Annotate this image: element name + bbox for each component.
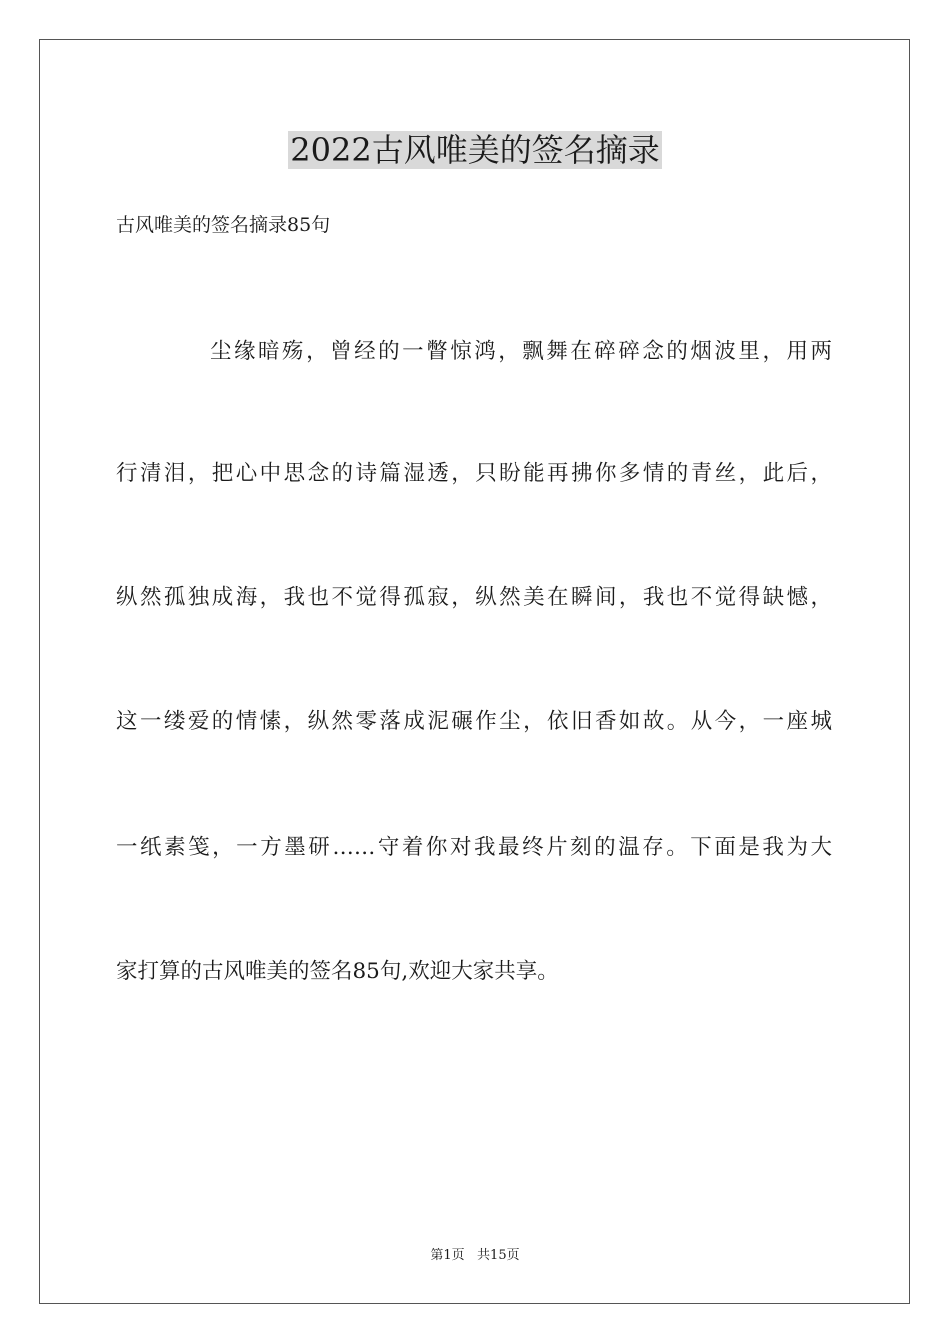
- document-subtitle: 古风唯美的签名摘录85句: [116, 214, 331, 236]
- paragraph-line: 这一缕爱的情愫，纵然零落成泥碾作尘，依旧香如故。从今，一座城: [116, 709, 832, 734]
- paragraph-line: 一纸素笺，一方墨研……守着你对我最终片刻的温存。下面是我为大: [116, 835, 832, 860]
- paragraph-line: 纵然孤独成海，我也不觉得孤寂，纵然美在瞬间，我也不觉得缺憾，: [116, 585, 832, 610]
- paragraph-line: 尘缘暗殇，曾经的一瞥惊鸿，飘舞在碎碎念的烟波里，用两: [210, 339, 832, 364]
- document-title-text: 2022古风唯美的签名摘录: [290, 131, 660, 169]
- page-number: 第1页 共15页: [430, 1248, 520, 1263]
- paragraph-line: 家打算的古风唯美的签名85句,欢迎大家共享。: [116, 959, 559, 984]
- document-title: [0, 128, 950, 172]
- paragraph-line: 行清泪，把心中思念的诗篇湿透，只盼能再拂你多情的青丝，此后，: [116, 461, 832, 486]
